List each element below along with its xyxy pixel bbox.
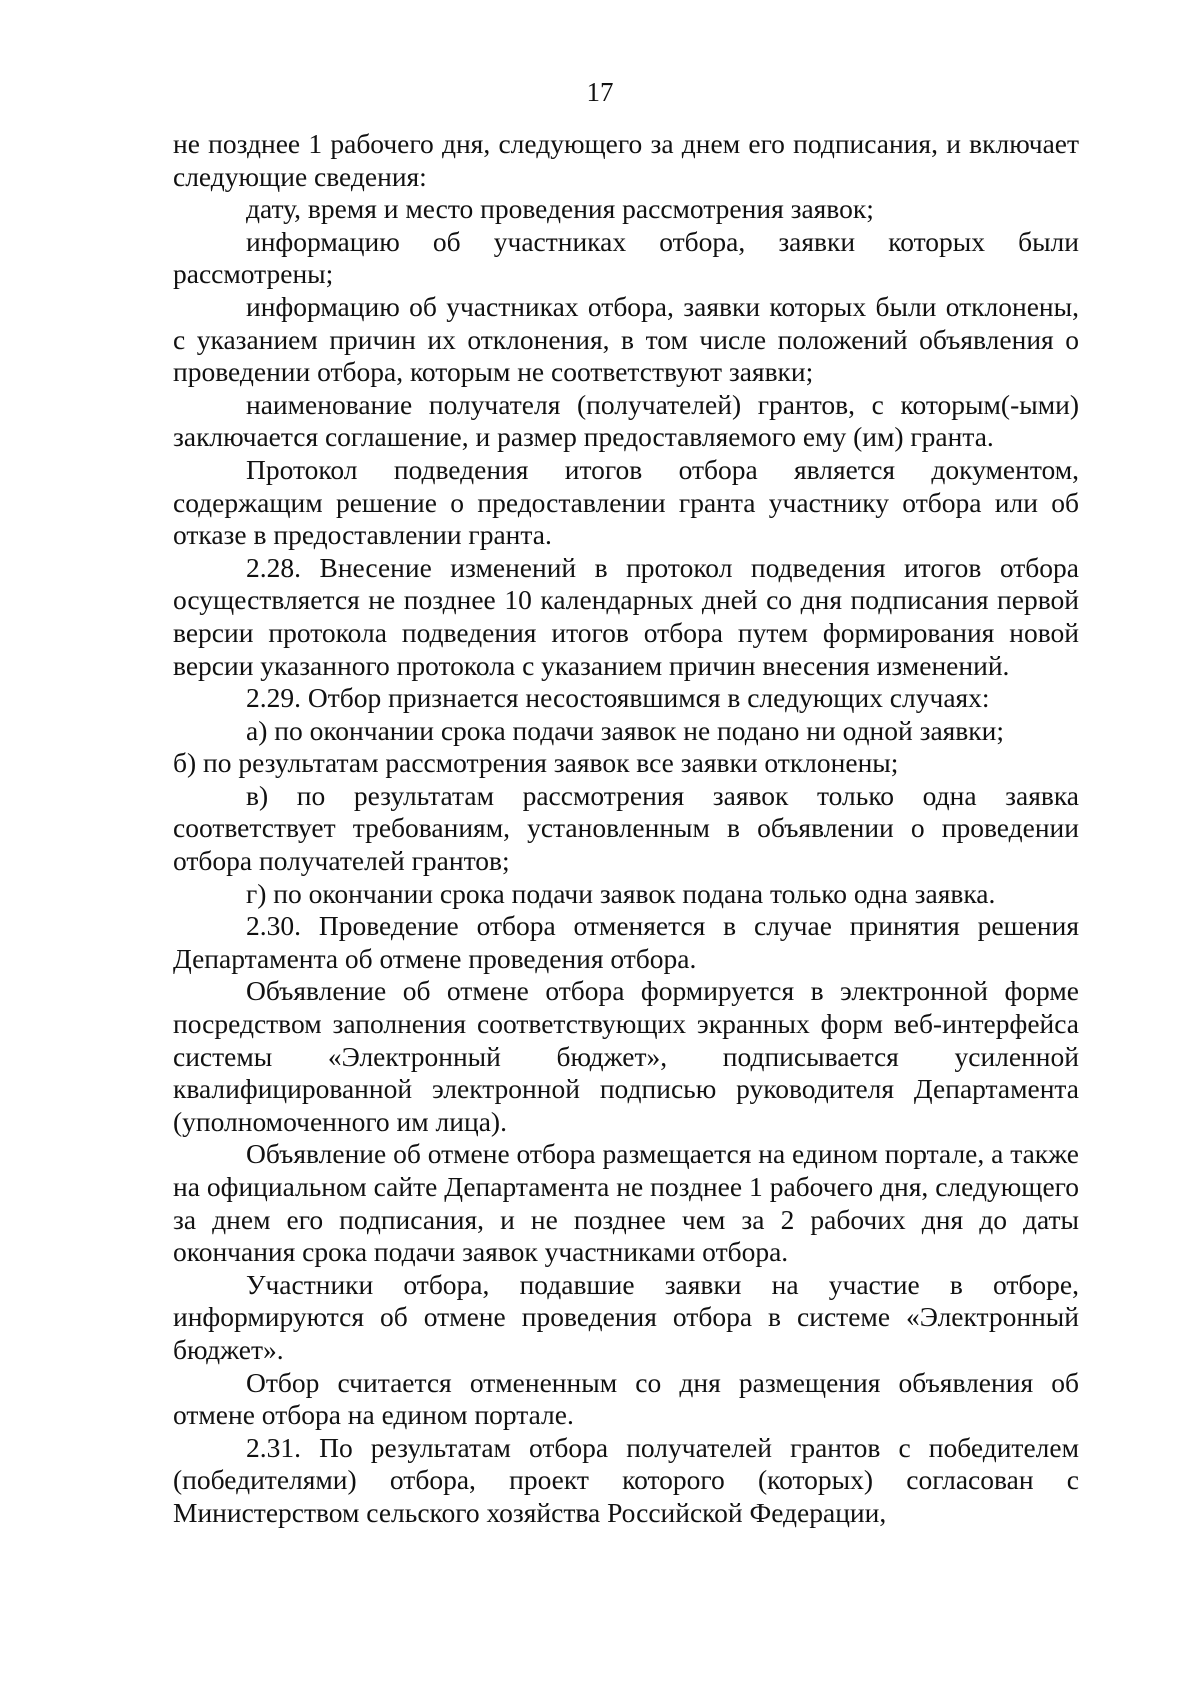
- paragraph-2-29-g: г) по окончании срока подачи заявок подана только одна заявка.: [246, 877, 996, 909]
- paragraph-cancel-notice-placement: Объявление об отмене отбора размещается на едином портале, а также на официальном сайте Департамента не позднее 1 рабочего дня, следующего за днем его подписания, и не позднее чем за 2 рабочих дня до даты окончания срока подачи заявок участниками отбора.: [173, 1138, 1079, 1268]
- paragraph-2-29-a: а) по окончании срока подачи заявок не подано ни одной заявки;: [246, 714, 1004, 746]
- paragraph-2-29-v: в) по результатам рассмотрения заявок только одна заявка соответствует требованиям, установленным в объявлении о проведении отбора получателей грантов;: [173, 779, 1079, 877]
- paragraph-item-recipient: наименование получателя (получателей) грантов, с которым(-ыми) заключается соглашение, и размер предоставляемого ему (им) гранта.: [173, 388, 1079, 453]
- paragraph-protocol: Протокол подведения итогов отбора является документом, содержащим решение о предоставлении гранта участнику отбора или об отказе в предоставлении гранта.: [173, 453, 1079, 551]
- paragraph-item-reviewed: информацию об участниках отбора, заявки которых были рассмотрены;: [173, 225, 1079, 290]
- paragraph-2-31: 2.31. По результатам отбора получателей грантов с победителем (победителями) отбора, проект которого (которых) согласован с Министерством сельского хозяйства Российской Федерации,: [173, 1431, 1079, 1528]
- document-body: [173, 128, 1079, 1530]
- paragraph-item-date: дату, время и место проведения рассмотрения заявок;: [246, 193, 874, 225]
- page-number: 17: [586, 77, 614, 107]
- paragraph-item-rejected: информацию об участниках отбора, заявки которых были отклонены, с указанием причин их отклонения, в том числе положений объявления о проведении отбора, которым не соответствуют заявки;: [173, 290, 1079, 388]
- paragraph-2-29: 2.29. Отбор признается несостоявшимся в следующих случаях:: [246, 682, 990, 714]
- paragraph-2-30: 2.30. Проведение отбора отменяется в случае принятия решения Департамента об отмене проведения отбора.: [173, 910, 1079, 974]
- paragraph-cancel-notice-form: Объявление об отмене отбора формируется в электронной форме посредством заполнения соответствующих экранных форм веб-интерфейса системы «Электронный бюджет», подписывается усиленной квалифицированной электронной подписью руководителя Департамента (уполномоченного им лица).: [173, 975, 1079, 1137]
- paragraph-participants-informed: Участники отбора, подавшие заявки на участие в отборе, информируются об отмене проведения отбора в системе «Электронный бюджет».: [173, 1268, 1079, 1365]
- paragraph-2-29-b: б) по результатам рассмотрения заявок все заявки отклонены;: [173, 747, 899, 779]
- paragraph-2-28: 2.28. Внесение изменений в протокол подведения итогов отбора осуществляется не позднее 10 календарных дней со дня подписания первой версии протокола подведения итогов отбора путем формирования новой версии указанного протокола с указанием причин внесения изменений.: [173, 551, 1079, 681]
- paragraph-cancelled-date: Отбор считается отмененным со дня размещения объявления об отмене отбора на едином портале.: [173, 1366, 1079, 1431]
- paragraph-continuation: не позднее 1 рабочего дня, следующего за днем его подписания, и включает следующие сведения:: [173, 128, 1079, 192]
